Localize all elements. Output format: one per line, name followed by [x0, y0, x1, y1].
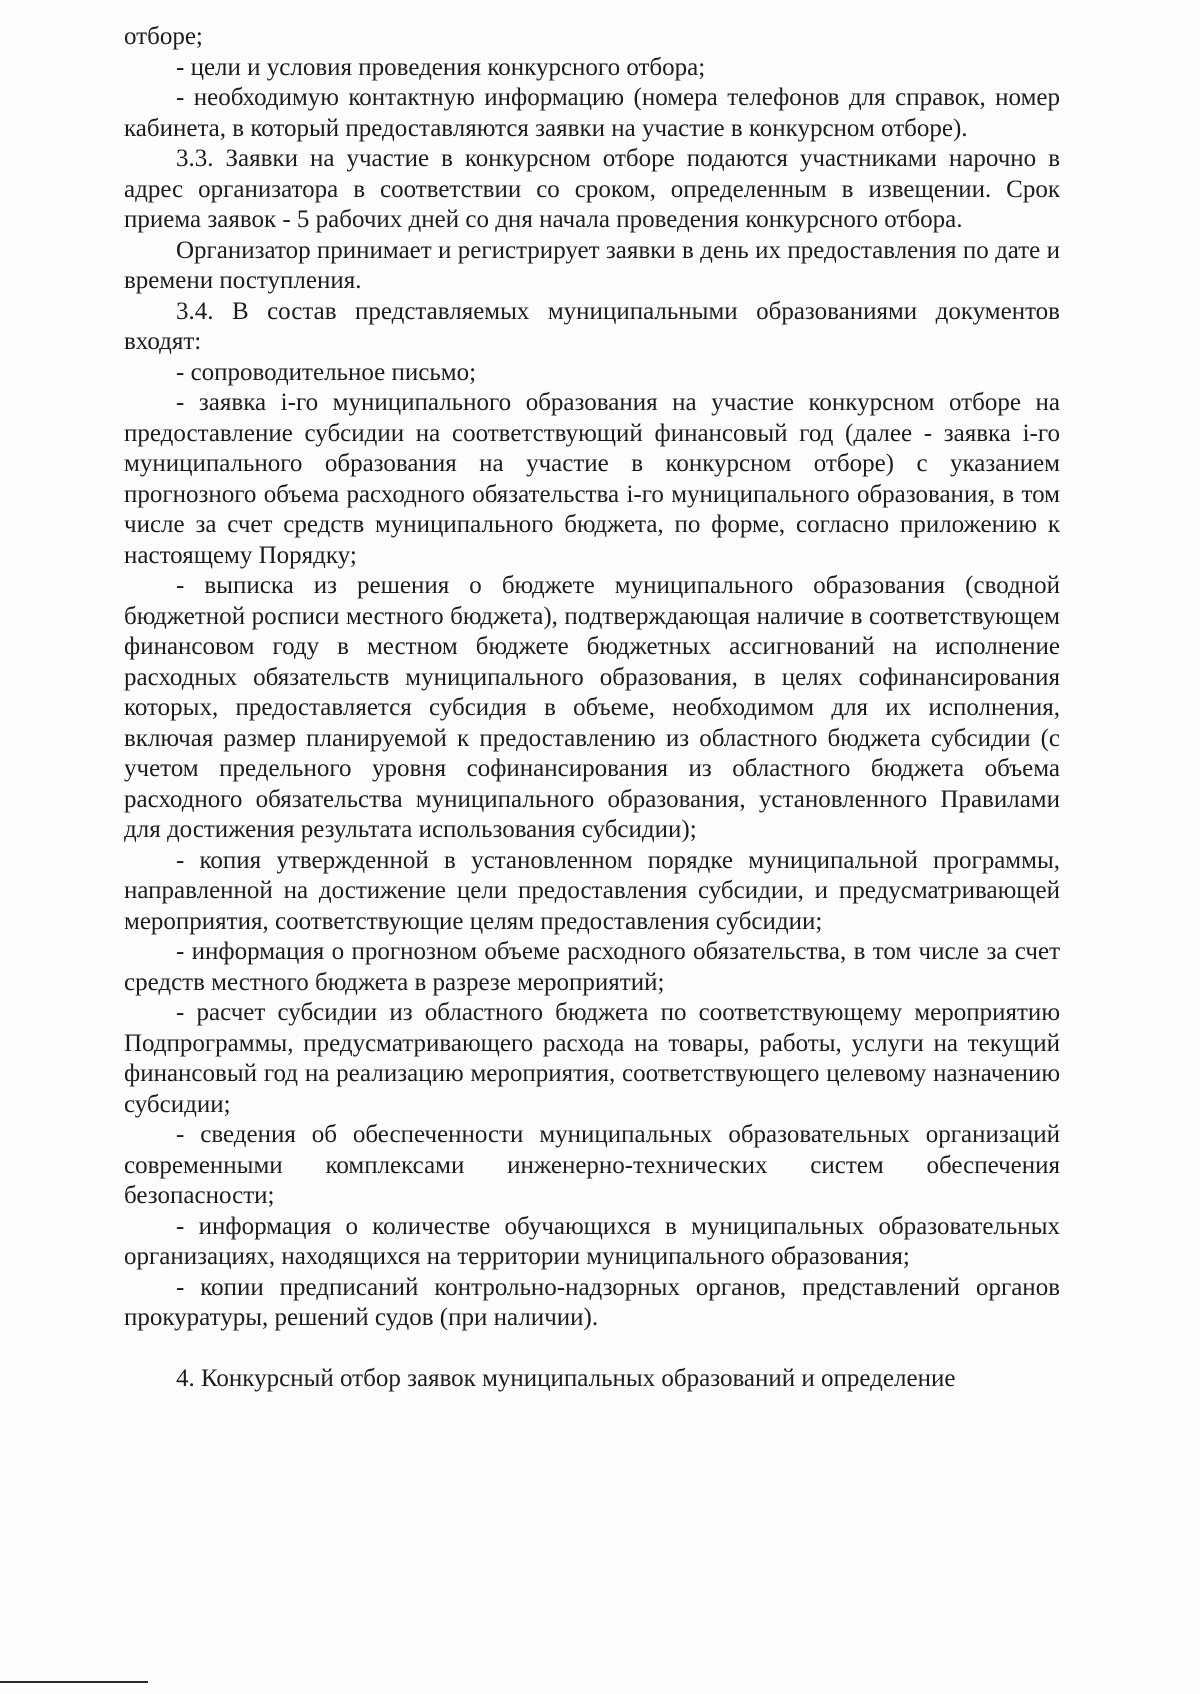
- paragraph: - выписка из решения о бюджете муниципального образования (сводной бюджетной росписи местного бюджета), подтверждающая наличие в соответствующем финансовом году в местном бюджете бюджетных ассигнований на исполнение расходных обязательств муниципального образования, в целях софинансирования которых, предоставляется субсидия в объеме, необходимом для их исполнения, включая размер планируемой к предоставлению из областного бюджета субсидии (с учетом предельного уровня софинансирования из областного бюджета объема расходного обязательства муниципального образования, установленного Правилами для достижения результата использования субсидии);: [124, 572, 1060, 843]
- paragraph: - сведения об обеспеченности муниципальных образовательных организаций современными комплексами инженерно-технических систем обеспечения безопасности;: [124, 1121, 1060, 1209]
- paragraph: - необходимую контактную информацию (номера телефонов для справок, номер кабинета, в который предоставляются заявки на участие в конкурсном отборе).: [124, 84, 1060, 142]
- footer-divider: [0, 1681, 148, 1683]
- paragraph: 3.3. Заявки на участие в конкурсном отборе подаются участниками нарочно в адрес организатора в соответствии со сроком, определенным в извещении. Срок приема заявок - 5 рабочих дней со дня начала проведения конкурсного отбора.: [124, 145, 1060, 233]
- paragraph: - информация о прогнозном объеме расходного обязательства, в том числе за счет средств местного бюджета в разрезе мероприятий;: [124, 938, 1060, 996]
- paragraph: - копия утвержденной в установленном порядке муниципальной программы, направленной на достижение цели предоставления субсидии, и предусматривающей мероприятия, соответствующие целям предоставления субсидии;: [124, 846, 1060, 935]
- paragraph: 3.4. В состав представляемых муниципальными образованиями документов входят:: [124, 297, 1060, 355]
- paragraph: - цели и условия проведения конкурсного отбора;: [176, 53, 706, 81]
- paragraph: - расчет субсидии из областного бюджета по соответствующему мероприятию Подпрограммы, предусматривающего расхода на товары, работы, услуги на текущий финансовый год на реализацию мероприятия, соответствующего целевому назначению субсидии;: [124, 999, 1060, 1118]
- paragraph: - информация о количестве обучающихся в муниципальных образовательных организациях, находящихся на территории муниципального образования;: [124, 1212, 1060, 1270]
- section-heading: 4. Конкурсный отбор заявок муниципальных образований и определение: [176, 1364, 956, 1392]
- document-body: [124, 22, 1060, 1394]
- paragraph: - копии предписаний контрольно-надзорных органов, представлений органов прокуратуры, решений судов (при наличии).: [124, 1273, 1060, 1331]
- paragraph: Организатор принимает и регистрирует заявки в день их предоставления по дате и времени поступления.: [124, 236, 1060, 294]
- paragraph: - сопроводительное письмо;: [176, 358, 477, 386]
- paragraph: - заявка i-го муниципального образования на участие конкурсном отборе на предоставление субсидии на соответствующий финансовый год (далее - заявка i-го муниципального образования на участие в конкурсном отборе) с указанием прогнозного объема расходного обязательства i-го муниципального образования, в том числе за счет средств муниципального бюджета, по форме, согласно приложению к настоящему Порядку;: [124, 389, 1060, 569]
- paragraph: отборе;: [124, 23, 203, 50]
